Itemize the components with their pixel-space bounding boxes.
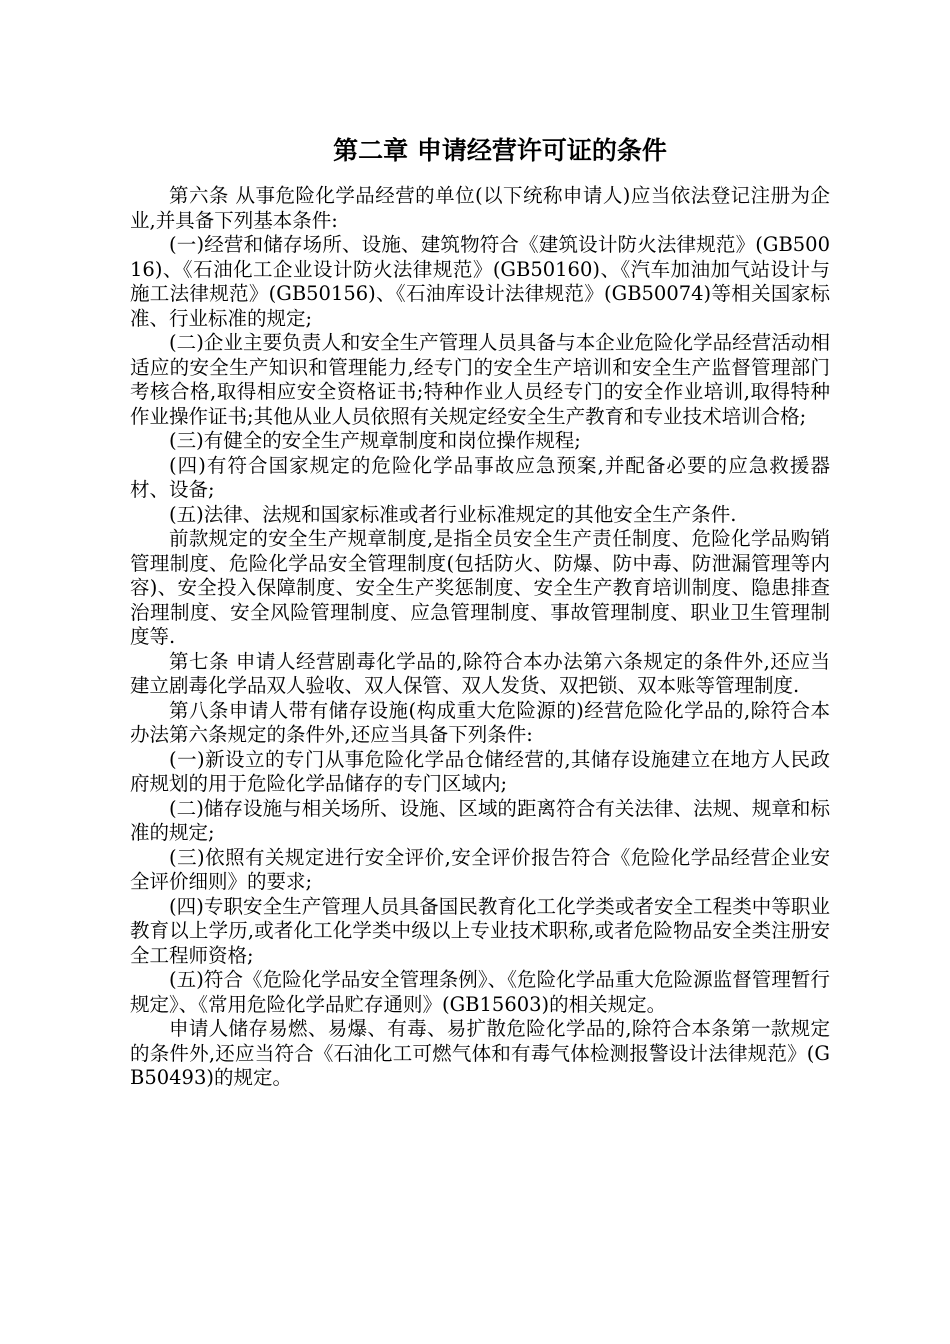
article-8-item-4: (四)专职安全生产管理人员具备国民教育化工化学类或者安全工程类中等职业教育以上学历,或者化工化学类中级以上专业技术职称,或者危险物品安全类注册安全工程师资格; <box>130 894 830 967</box>
article-6-item-2: (二)企业主要负责人和安全生产管理人员具备与本企业危险化学品经营活动相适应的安全生产知识和管理能力,经专门的安全生产培训和安全生产监督管理部门考核合格,取得相应安全资格证书;特种作业人员经专门的安全作业培训,取得特种作业操作证书;其他从业人员依照有关规定经安全生产教育和专业技术培训合格; <box>130 331 830 428</box>
article-6-item-5: (五)法律、法规和国家标准或者行业标准规定的其他安全生产条件. <box>169 502 737 526</box>
article-6-rules-paragraph: 前款规定的安全生产规章制度,是指全员安全生产责任制度、危险化学品购销管理制度、危险化学品安全管理制度(包括防火、防爆、防中毒、防泄漏管理等内容)、安全投入保障制度、安全生产奖惩制度、安全生产教育培训制度、隐患排查治理制度、安全风险管理制度、应急管理制度、事故管理制度、职业卫生管理制度等. <box>130 527 830 648</box>
article-8-paragraph: 第八条申请人带有储存设施(构成重大危险源的)经营危险化学品的,除符合本办法第六条规定的条件外,还应当具备下列条件: <box>130 698 830 746</box>
article-6-item-4: (四)有符合国家规定的危险化学品事故应急预案,并配备必要的应急救援器材、设备; <box>130 453 830 501</box>
article-8-item-5: (五)符合《危险化学品安全管理条例》、《危险化学品重大危险源监督管理暂行规定》、《常用危险化学品贮存通则》(GB15603)的相关规定。 <box>130 968 830 1016</box>
article-8-item-2: (二)储存设施与相关场所、设施、区域的距离符合有关法律、法规、规章和标准的规定; <box>130 796 830 844</box>
document-body <box>130 184 830 1091</box>
article-8-item-3: (三)依照有关规定进行安全评价,安全评价报告符合《危险化学品经营企业安全评价细则》的要求; <box>130 845 830 893</box>
article-8-item-1: (一)新设立的专门从事危险化学品仓储经营的,其储存设施建立在地方人民政府规划的用于危险化学品储存的专门区域内; <box>130 747 830 795</box>
article-6-paragraph: 第六条 从事危险化学品经营的单位(以下统称申请人)应当依法登记注册为企业,并具备下列基本条件: <box>130 184 830 232</box>
article-6-item-1: (一)经营和储存场所、设施、建筑物符合《建筑设计防火法律规范》(GB50016)、《石油化工企业设计防火法律规范》(GB50160)、《汽车加油加气站设计与施工法律规范》(GB50156)、《石油库设计法律规范》(GB50074)等相关国家标准、行业标准的规定; <box>130 233 830 330</box>
chapter-title: 第二章 申请经营许可证的条件 <box>333 136 667 165</box>
article-7-paragraph: 第七条 申请人经营剧毒化学品的,除符合本办法第六条规定的条件外,还应当建立剧毒化学品双人验收、双人保管、双人发货、双把锁、双本账等管理制度. <box>130 649 830 697</box>
article-8-storage-paragraph: 申请人储存易燃、易爆、有毒、易扩散危险化学品的,除符合本条第一款规定的条件外,还应当符合《石油化工可燃气体和有毒气体检测报警设计法律规范》(GB50493)的规定。 <box>130 1017 830 1089</box>
article-6-item-3: (三)有健全的安全生产规章制度和岗位操作规程; <box>169 429 581 452</box>
